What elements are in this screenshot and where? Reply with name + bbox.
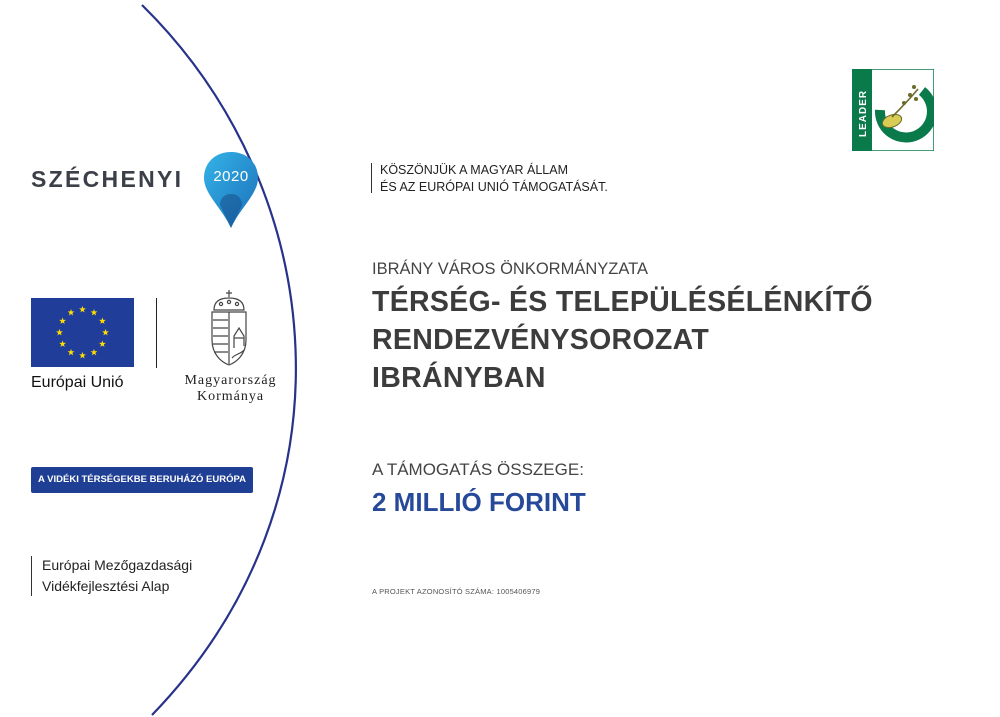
- eu-flag: [31, 298, 134, 367]
- fund-name-line-2: Vidékfejlesztési Alap: [42, 578, 170, 594]
- eu-star: [99, 317, 106, 324]
- project-title-line-3: IBRÁNYBAN: [372, 362, 546, 394]
- eu-star: [79, 306, 86, 313]
- government-line-2: Kormánya: [196, 389, 265, 404]
- thanks-line-1: KÖSZÖNJÜK A MAGYAR ÁLLAM: [380, 163, 569, 177]
- eu-star: [99, 340, 106, 347]
- project-id: A PROJEKT AZONOSÍTÓ SZÁMA: 1005406979: [372, 587, 541, 596]
- szechenyi-year: 2020: [213, 168, 249, 185]
- leader-text: LEADER: [858, 89, 869, 137]
- funding-amount-value: 2 MILLIÓ FORINT: [372, 487, 586, 517]
- thanks-line-2: ÉS AZ EURÓPAI UNIÓ TÁMOGATÁSÁT.: [380, 180, 608, 194]
- divider: [31, 556, 32, 596]
- eu-label: Európai Unió: [31, 374, 124, 391]
- eu-star: [91, 349, 98, 356]
- divider: [156, 298, 157, 368]
- government-line-1: Magyarország: [184, 373, 277, 388]
- eu-star: [59, 317, 66, 324]
- beneficiary-name: IBRÁNY VÁROS ÖNKORMÁNYZATA: [372, 260, 648, 278]
- eu-stars-icon: [31, 298, 134, 367]
- leader-logo-icon: [852, 69, 934, 151]
- divider: [371, 163, 372, 193]
- project-title-line-2: RENDEZVÉNYSOROZAT: [372, 324, 710, 356]
- eu-star: [91, 309, 98, 316]
- szechenyi-logo-text: SZÉCHENYI: [31, 166, 184, 192]
- hungarian-coat-of-arms-icon: [204, 288, 254, 368]
- funding-amount-label: A TÁMOGATÁS ÖSSZEGE:: [372, 460, 584, 479]
- eu-star: [79, 352, 86, 359]
- eu-star: [68, 309, 75, 316]
- rural-europe-banner: A VIDÉKI TÉRSÉGEKBE BERUHÁZÓ EURÓPA: [31, 467, 253, 493]
- eu-star: [102, 329, 109, 336]
- location-pin-icon: [202, 150, 260, 230]
- fund-name-line-1: Európai Mezőgazdasági: [42, 557, 193, 573]
- eu-star: [68, 349, 75, 356]
- project-title-line-1: TÉRSÉG- ÉS TELEPÜLÉSÉLÉNKÍTŐ: [372, 286, 873, 318]
- eu-star: [56, 329, 63, 336]
- eu-star: [59, 340, 66, 347]
